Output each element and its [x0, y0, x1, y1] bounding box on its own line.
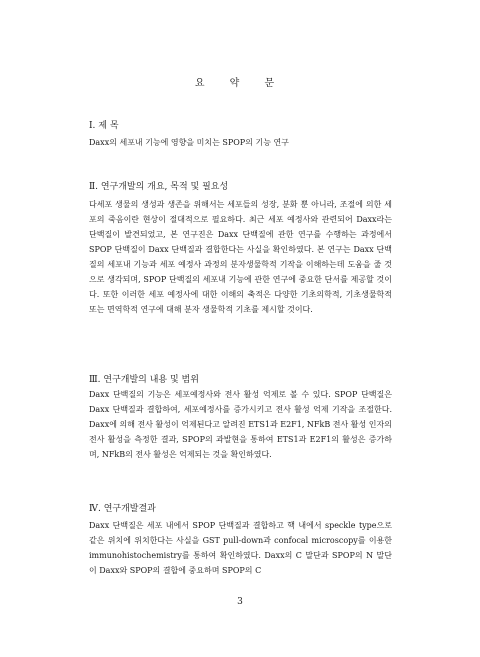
section-2-heading: Ⅱ. 연구개발의 개요, 목적 및 필요성: [89, 182, 229, 192]
section-2-paragraph: 다세포 생물의 생성과 생존을 위해서는 세포들의 성장, 분화 뿐 아니라, 조절에 의한 세포의 죽음이란 현상이 절대적으로 필요하다. 최근 세포 예정사와 관련되어 Daxx라는 단백질이 발견되었고, 본 연구진은 Daxx 단백질에 관한 연구를 수행하는 과정에서 SPOP 단백질이 Daxx 단백질과 결합한다는 사실을 확인하였다. 본 연구는 Daxx 단백질의 세포내 기능과 세포 예정사 과정의 분자생물학적 기작을 이해하는데 도움을 줄 것으로 생각되며, SPOP 단백질의 세포내 기능에 관한 연구에 중요한 단서를 제공할 것이다. 또한 이러한 세포 예정사에 대한 이해의 축적은 다양한 기초의학적, 기초생물학적 또는 면역학적 연구에 대해 분자 생물학적 기초를 제시할 것이다.: [89, 200, 392, 314]
section-1-heading: Ⅰ. 제 목: [89, 121, 119, 131]
section-4-heading: Ⅳ. 연구개발결과: [89, 504, 156, 514]
research-title: Daxx의 세포내 기능에 영향을 미치는 SPOP의 기능 연구: [89, 138, 289, 147]
section-3-heading: Ⅲ. 연구개발의 내용 및 범위: [89, 375, 199, 385]
section-3-paragraph: Daxx 단백질의 기능은 세포예정사와 전사 활성 억제로 볼 수 있다. SPOP 단백질은 Daxx 단백질과 결합하여, 세포예정사를 증가시키고 전사 활성 억제 기작을 조절한다. Daxx에 의해 전사 활성이 억제된다고 알려진 ETS1과 E2F1, NFkB 전사 활성 인자의 전사 활성을 측정한 결과, SPOP의 과발현을 통하여 ETS1과 E2F1의 활성은 증가하며, NFkB의 전사 활성은 억제되는 것을 확인하였다.: [89, 390, 392, 459]
page-number: 3: [237, 597, 243, 607]
summary-title: 요 약 문: [194, 78, 286, 89]
section-4-paragraph: Daxx 단백질은 세포 내에서 SPOP 단백질과 결합하고 핵 내에서 speckle type으로 같은 위치에 위치한다는 사실을 GST pull-down과 confocal microscopy를 이용한 immunohistochemistry를 통하여 확인하였다. Daxx의 C 말단과 SPOP의 N 말단이 Daxx와 SPOP의 결합에 중요하며 SPOP의 C: [89, 521, 392, 575]
